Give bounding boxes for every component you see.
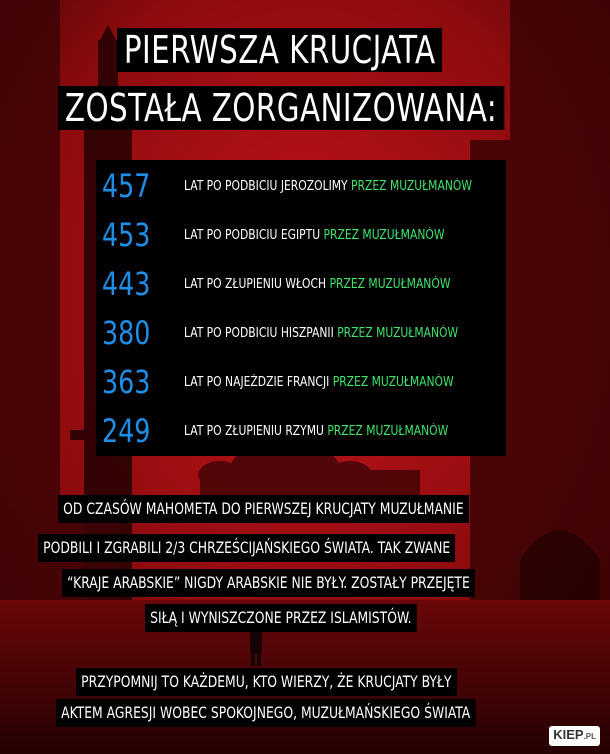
paragraph-line: OD CZASÓW MAHOMETA DO PIERWSZEJ KRUCJATY MUZUŁMANIE: [58, 495, 469, 523]
stat-row: [96, 215, 506, 255]
title-line-1: PIERWSZA KRUCJATA: [117, 28, 442, 72]
stat-description: [184, 423, 448, 441]
stat-row: [96, 411, 506, 451]
closing-line: AKTEM AGRESJI WOBEC SPOKOJNEGO, MUZUŁMAŃSKIEGO ŚWIATA: [56, 699, 475, 727]
kiep-watermark: [549, 726, 600, 746]
title-line-2: ZOSTAŁA ZORGANIZOWANA:: [58, 86, 504, 130]
stat-number: 363: [102, 363, 151, 401]
stat-number: 453: [102, 216, 151, 254]
stat-row: [96, 313, 506, 353]
stat-highlight: PRZEZ MUZUŁMANÓW: [327, 424, 449, 439]
stat-highlight: PRZEZ MUZUŁMANÓW: [323, 228, 445, 243]
closing-line: PRZYPOMNIJ TO KAŻDEMU, KTO WIERZY, ŻE KRUCJATY BYŁY: [76, 668, 457, 696]
stat-description: [184, 178, 472, 196]
stat-row: [96, 264, 506, 304]
stat-text: LAT PO PODBICIU EGIPTU: [184, 228, 321, 243]
stat-number: 457: [102, 167, 151, 205]
stat-text: LAT PO ZŁUPIENIU WŁOCH: [184, 277, 327, 292]
stats-box: [96, 160, 506, 456]
stat-highlight: PRZEZ MUZUŁMANÓW: [332, 375, 454, 390]
stat-description: [184, 227, 444, 245]
paragraph-line: “KRAJE ARABSKIE” NIGDY ARABSKIE NIE BYŁY. ZOSTAŁY PRZEJĘTE: [62, 569, 475, 597]
stat-text: LAT PO ZŁUPIENIU RZYMU: [184, 424, 324, 439]
stat-highlight: PRZEZ MUZUŁMANÓW: [351, 179, 472, 194]
watermark-brand: KIEP: [553, 727, 584, 742]
stat-description: [184, 325, 458, 343]
stat-text: LAT PO PODBICIU JEROZOLIMY: [184, 179, 348, 194]
stat-description: [184, 374, 454, 392]
stat-number: 380: [102, 314, 151, 352]
stat-text: LAT PO NAJEŹDZIE FRANCJI: [184, 375, 330, 390]
stat-number: 443: [102, 265, 151, 303]
stat-highlight: PRZEZ MUZUŁMANÓW: [329, 277, 451, 292]
paragraph-line: SIŁĄ I WYNISZCZONE PRZEZ ISLAMISTÓW.: [145, 604, 417, 632]
stat-row: [96, 362, 506, 402]
stat-description: [184, 276, 450, 294]
stat-text: LAT PO PODBICIU HISZPANII: [184, 326, 334, 341]
stat-number: 249: [102, 412, 151, 450]
stat-row: [96, 166, 506, 206]
paragraph-line: PODBILI I ZGRABILI 2/3 CHRZEŚCIJAŃSKIEGO ŚWIATA. TAK ZWANE: [38, 534, 455, 562]
stat-highlight: PRZEZ MUZUŁMANÓW: [337, 326, 459, 341]
watermark-suffix: .PL: [583, 732, 596, 741]
